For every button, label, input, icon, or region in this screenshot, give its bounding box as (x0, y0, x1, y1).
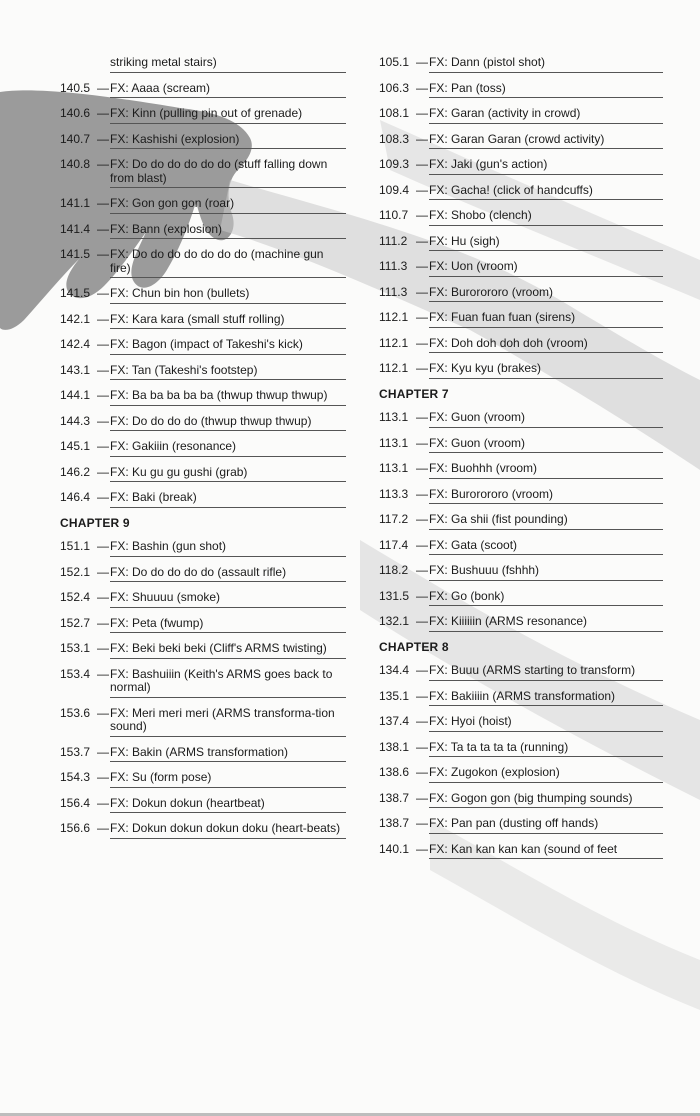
fx-entry (379, 158, 663, 175)
fx-description: FX: Do do do do do (assault rifle) (110, 566, 346, 583)
fx-entry (379, 715, 663, 732)
fx-column-left (60, 56, 346, 848)
fx-entry (379, 590, 663, 607)
page-panel-ref: 140.6 (60, 106, 91, 120)
fx-entry (60, 707, 346, 737)
entry-dash: — (416, 563, 428, 577)
page-panel-ref: 113.1 (379, 435, 409, 450)
fx-entry (379, 56, 663, 73)
page-panel-ref: 151.1 (60, 539, 91, 553)
entry-dash: — (97, 590, 109, 604)
fx-description: FX: Bakin (ARMS transformation) (110, 746, 346, 763)
fx-description: FX: Dokun dokun dokun doku (heart-beats) (110, 822, 346, 839)
fx-entry (60, 313, 346, 330)
fx-entry (379, 488, 663, 505)
fx-description: FX: Gacha! (click of handcuffs) (429, 184, 663, 201)
fx-entry (379, 792, 663, 809)
page-panel-ref: 106.3 (379, 80, 410, 95)
fx-entry (60, 746, 346, 763)
page-panel-ref: 152.1 (60, 564, 91, 579)
entry-dash: — (416, 816, 428, 830)
entry-dash: — (97, 337, 109, 351)
fx-entry (60, 287, 346, 304)
fx-entry (60, 364, 346, 381)
fx-entry (379, 311, 663, 328)
fx-entry (60, 566, 346, 583)
entry-dash: — (97, 615, 109, 630)
fx-entry (379, 437, 663, 454)
page-panel-ref: 111.3 (379, 284, 408, 299)
entry-dash: — (416, 688, 428, 703)
fx-description: FX: Ga shii (fist pounding) (429, 513, 663, 530)
fx-description: FX: Bagon (impact of Takeshi's kick) (110, 338, 346, 355)
chapter-heading: CHAPTER 7 (379, 386, 449, 401)
entry-dash: — (416, 486, 428, 501)
fx-description: FX: Meri meri meri (ARMS transforma-tion sound) (110, 707, 346, 737)
entry-dash: — (97, 413, 109, 428)
fx-description: FX: Ba ba ba ba ba (thwup thwup thwup) (110, 389, 346, 406)
entry-dash: — (97, 157, 109, 171)
fx-description: FX: Pan (toss) (429, 82, 663, 99)
entry-dash: — (416, 841, 428, 856)
fx-description: FX: Pan pan (dusting off hands) (429, 817, 663, 834)
chapter-heading: CHAPTER 9 (60, 515, 130, 530)
fx-description: FX: Shuuuu (smoke) (110, 591, 346, 608)
fx-description: FX: Gata (scoot) (429, 539, 663, 556)
fx-description: FX: Tan (Takeshi's footstep) (110, 364, 346, 381)
fx-entry (60, 617, 346, 634)
page-panel-ref: 118.2 (379, 563, 409, 577)
fx-entry (379, 462, 663, 479)
entry-dash: — (416, 537, 428, 552)
entry-dash: — (416, 208, 428, 222)
fx-description: FX: Hu (sigh) (429, 235, 663, 252)
page-panel-ref: 143.1 (60, 362, 91, 377)
fx-description: FX: Kan kan kan kan (sound of feet (429, 843, 663, 860)
fx-description: FX: Burorororo (vroom) (429, 488, 663, 505)
page-panel-ref: 131.5 (379, 588, 410, 603)
page-panel-ref: 156.6 (60, 821, 91, 835)
page-panel-ref: 113.1 (379, 410, 409, 424)
fx-entry (60, 466, 346, 483)
entry-dash: — (97, 490, 109, 504)
fx-entry (60, 540, 346, 557)
fx-entry (379, 286, 663, 303)
fx-description: FX: Fuan fuan fuan (sirens) (429, 311, 663, 328)
entry-dash: — (416, 361, 428, 375)
fx-description: FX: Bushuuu (fshhh) (429, 564, 663, 581)
page-panel-ref: 113.3 (379, 486, 409, 501)
fx-description: FX: Kyu kyu (brakes) (429, 362, 663, 379)
fx-description: FX: Bashin (gun shot) (110, 540, 346, 557)
page-panel-ref: 112.1 (379, 361, 409, 375)
entry-dash: — (97, 80, 109, 95)
entry-dash: — (416, 790, 428, 805)
fx-entry (60, 338, 346, 355)
page-panel-ref: 138.7 (379, 790, 410, 805)
fx-description: FX: Beki beki beki (Cliff's ARMS twisting) (110, 642, 346, 659)
fx-entry (60, 797, 346, 814)
fx-description: FX: Kiiiiiin (ARMS resonance) (429, 615, 663, 632)
fx-entry (379, 260, 663, 277)
page-panel-ref: 141.1 (60, 196, 91, 210)
fx-description: FX: Gakiiin (resonance) (110, 440, 346, 457)
entry-dash: — (97, 286, 109, 300)
fx-description: FX: Hyoi (hoist) (429, 715, 663, 732)
chapter-heading: CHAPTER 8 (379, 639, 449, 654)
page-panel-ref: 132.1 (379, 614, 410, 628)
fx-entry (379, 209, 663, 226)
fx-entry (379, 107, 663, 124)
page-panel-ref: 108.3 (379, 131, 410, 146)
fx-entry (379, 184, 663, 201)
page-panel-ref: 138.6 (379, 765, 410, 779)
fx-entry (379, 615, 663, 632)
fx-description: FX: Jaki (gun's action) (429, 158, 663, 175)
entry-dash: — (416, 512, 428, 526)
entry-dash: — (97, 106, 109, 120)
fx-description: FX: Do do do do do do do (machine gun fire) (110, 248, 346, 278)
fx-description: FX: Doh doh doh doh (vroom) (429, 337, 663, 354)
fx-entry (60, 822, 346, 839)
fx-entry (60, 491, 346, 508)
fx-entry (379, 133, 663, 150)
page-panel-ref: 153.1 (60, 641, 91, 655)
entry-dash: — (416, 106, 428, 120)
page-panel-ref: 140.1 (379, 841, 410, 856)
entry-dash: — (416, 182, 428, 197)
fx-entry (379, 664, 663, 681)
fx-description: FX: Bakiiiin (ARMS transformation) (429, 690, 663, 707)
fx-description: FX: Do do do do (thwup thwup thwup) (110, 415, 346, 432)
entry-dash: — (416, 435, 428, 450)
fx-description: FX: Chun bin hon (bullets) (110, 287, 346, 304)
entry-dash: — (97, 221, 109, 236)
fx-entry (379, 690, 663, 707)
entry-dash: — (97, 666, 109, 681)
entry-dash: — (416, 739, 428, 754)
entry-dash: — (97, 439, 109, 453)
fx-description: FX: Gogon gon (big thumping sounds) (429, 792, 663, 809)
page-panel-ref: 153.7 (60, 744, 91, 759)
page-panel-ref: 112.1 (379, 310, 409, 324)
fx-entry (379, 766, 663, 783)
page-panel-ref: 146.4 (60, 490, 91, 504)
entry-dash: — (97, 770, 109, 784)
entry-dash: — (416, 663, 428, 677)
page-panel-ref: 142.1 (60, 311, 91, 326)
entry-dash: — (97, 247, 109, 261)
fx-description: striking metal stairs) (110, 56, 346, 73)
entry-dash: — (97, 564, 109, 579)
fx-description: FX: Aaaa (scream) (110, 82, 346, 99)
page-panel-ref: 135.1 (379, 688, 410, 703)
fx-description: FX: Buohhh (vroom) (429, 462, 663, 479)
fx-description: FX: Buuu (ARMS starting to transform) (429, 664, 663, 681)
page-panel-ref: 154.3 (60, 770, 91, 784)
fx-description: FX: Bashuiiin (Keith's ARMS goes back to normal) (110, 668, 346, 698)
page-panel-ref: 137.4 (379, 714, 410, 728)
page-panel-ref: 112.1 (379, 335, 409, 350)
entry-dash: — (97, 464, 109, 479)
page-panel-ref: 141.4 (60, 221, 91, 236)
entry-dash: — (97, 641, 109, 655)
fx-description: FX: Garan (activity in crowd) (429, 107, 663, 124)
fx-entry (379, 337, 663, 354)
entry-dash: — (416, 80, 428, 95)
entry-dash: — (416, 714, 428, 728)
page-panel-ref: 113.1 (379, 461, 409, 475)
fx-entry (60, 668, 346, 698)
fx-description: FX: Guon (vroom) (429, 437, 663, 454)
page-panel-ref: 138.1 (379, 739, 410, 754)
fx-entry (379, 817, 663, 834)
fx-description: FX: Do do do do do do (stuff falling down from blast) (110, 158, 346, 188)
fx-entry (60, 133, 346, 150)
page-panel-ref: 117.2 (379, 512, 409, 526)
fx-description: FX: Peta (fwump) (110, 617, 346, 634)
fx-entry (379, 741, 663, 758)
fx-description: FX: Garan Garan (crowd activity) (429, 133, 663, 150)
page-panel-ref: 134.4 (379, 663, 410, 677)
fx-entry (379, 235, 663, 252)
entry-dash: — (416, 157, 428, 171)
fx-description: FX: Dokun dokun (heartbeat) (110, 797, 346, 814)
fx-description: FX: Ta ta ta ta ta (running) (429, 741, 663, 758)
entry-dash: — (416, 765, 428, 779)
page-panel-ref: 111.3 (379, 259, 408, 273)
fx-entry (379, 843, 663, 860)
fx-description: FX: Burorororo (vroom) (429, 286, 663, 303)
entry-dash: — (416, 588, 428, 603)
fx-description: FX: Zugokon (explosion) (429, 766, 663, 783)
page-panel-ref: 144.3 (60, 413, 91, 428)
entry-dash: — (416, 461, 428, 475)
fx-entry (379, 82, 663, 99)
page-panel-ref: 109.4 (379, 182, 410, 197)
page-panel-ref: 140.8 (60, 157, 91, 171)
page-panel-ref: 117.4 (379, 537, 409, 552)
entry-dash: — (97, 131, 109, 146)
fx-entry (60, 389, 346, 406)
entry-dash: — (97, 362, 109, 377)
page-panel-ref: 110.7 (379, 208, 409, 222)
page-panel-ref: 138.7 (379, 816, 410, 830)
fx-description: FX: Guon (vroom) (429, 411, 663, 428)
fx-column-right (379, 56, 663, 868)
fx-description: FX: Kinn (pulling pin out of grenade) (110, 107, 346, 124)
page-panel-ref: 140.5 (60, 80, 91, 95)
fx-entry (379, 513, 663, 530)
fx-description: FX: Su (form pose) (110, 771, 346, 788)
entry-dash: — (97, 821, 109, 835)
fx-entry (379, 362, 663, 379)
page-panel-ref: 108.1 (379, 106, 410, 120)
entry-dash: — (97, 388, 109, 402)
fx-entry (379, 539, 663, 556)
fx-entry (60, 223, 346, 240)
fx-description: FX: Ku gu gu gushi (grab) (110, 466, 346, 483)
page-panel-ref: 152.7 (60, 615, 91, 630)
fx-description: FX: Kashishi (explosion) (110, 133, 346, 150)
fx-entry (60, 82, 346, 99)
page-panel-ref: 141.5 (60, 247, 91, 261)
entry-dash: — (416, 55, 428, 69)
fx-entry (60, 591, 346, 608)
page-panel-ref: 152.4 (60, 590, 91, 604)
page-panel-ref: 146.2 (60, 464, 91, 479)
fx-entry (379, 564, 663, 581)
page-panel-ref: 145.1 (60, 439, 91, 453)
page-panel-ref: 109.3 (379, 157, 410, 171)
entry-dash: — (416, 410, 428, 424)
page-panel-ref: 111.2 (379, 233, 408, 248)
entry-dash: — (416, 284, 428, 299)
entry-dash: — (416, 259, 428, 273)
fx-entry-continuation (110, 56, 346, 73)
entry-dash: — (416, 131, 428, 146)
fx-entry (60, 197, 346, 214)
entry-dash: — (416, 310, 428, 324)
fx-entry (60, 248, 346, 278)
entry-dash: — (416, 614, 428, 628)
entry-dash: — (97, 744, 109, 759)
entry-dash: — (416, 233, 428, 248)
fx-description: FX: Go (bonk) (429, 590, 663, 607)
fx-entry (60, 158, 346, 188)
entry-dash: — (97, 539, 109, 553)
entry-dash: — (97, 705, 109, 720)
page-panel-ref: 141.5 (60, 286, 91, 300)
fx-entry (60, 642, 346, 659)
fx-description: FX: Dann (pistol shot) (429, 56, 663, 73)
entry-dash: — (97, 795, 109, 810)
entry-dash: — (97, 311, 109, 326)
fx-description: FX: Kara kara (small stuff rolling) (110, 313, 346, 330)
fx-entry (60, 771, 346, 788)
fx-entry (379, 411, 663, 428)
fx-description: FX: Baki (break) (110, 491, 346, 508)
fx-description: FX: Shobo (clench) (429, 209, 663, 226)
page-panel-ref: 144.1 (60, 388, 91, 402)
fx-entry (60, 107, 346, 124)
entry-dash: — (97, 196, 109, 210)
fx-description: FX: Uon (vroom) (429, 260, 663, 277)
entry-dash: — (416, 335, 428, 350)
page-panel-ref: 153.6 (60, 705, 91, 720)
page-panel-ref: 105.1 (379, 55, 410, 69)
page-panel-ref: 140.7 (60, 131, 91, 146)
page-panel-ref: 156.4 (60, 795, 91, 810)
fx-entry (60, 440, 346, 457)
fx-entry (60, 415, 346, 432)
page-panel-ref: 153.4 (60, 666, 91, 681)
page-panel-ref: 142.4 (60, 337, 91, 351)
fx-description: FX: Gon gon gon (roar) (110, 197, 346, 214)
fx-description: FX: Bann (explosion) (110, 223, 346, 240)
